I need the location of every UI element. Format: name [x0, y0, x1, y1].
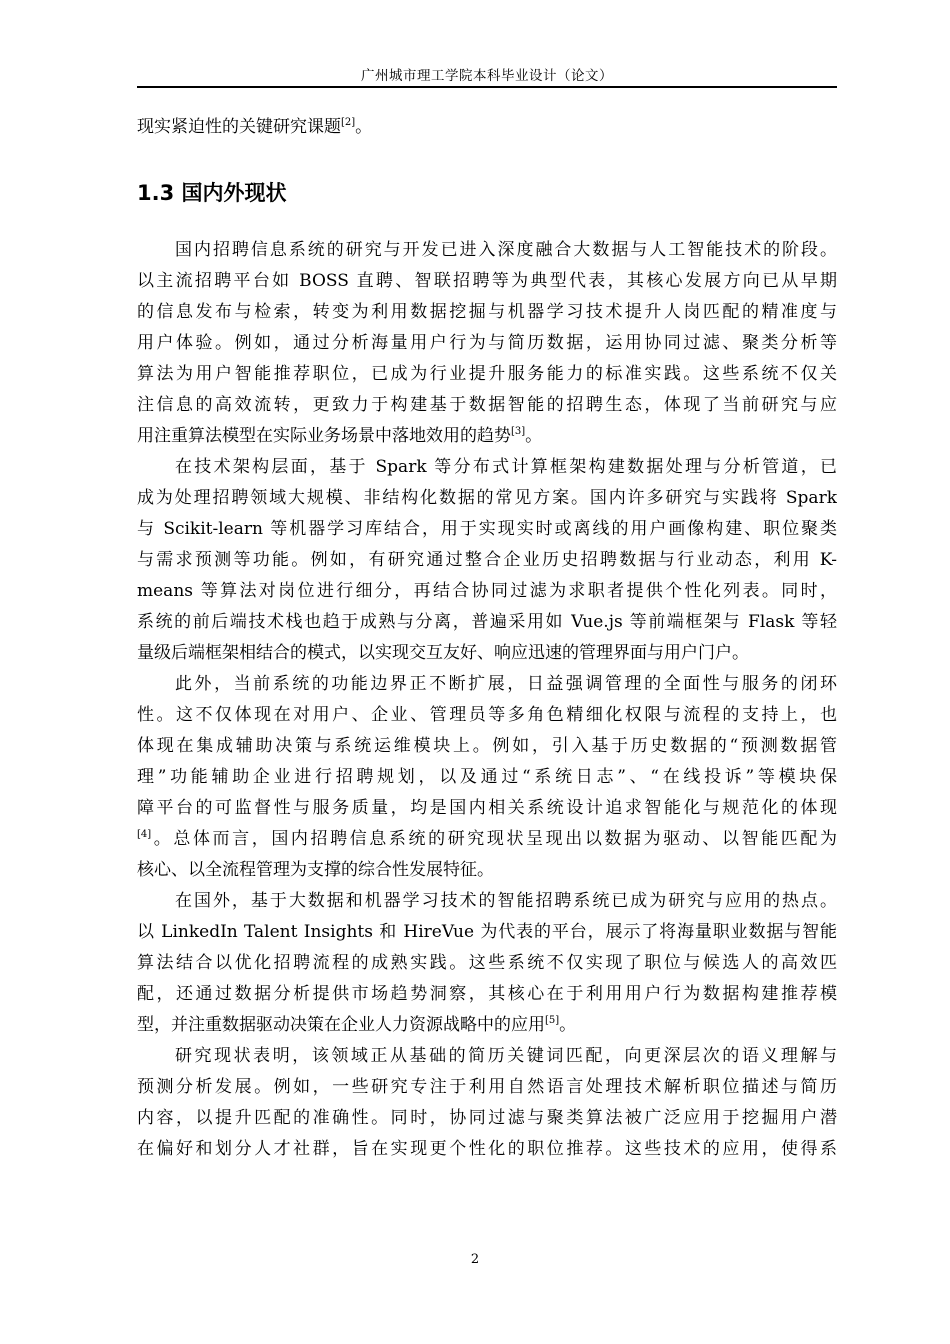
text-line — [137, 514, 837, 545]
text-line — [137, 886, 837, 917]
text-line — [137, 390, 837, 421]
line-text: 在偏好和划分人才社群，旨在实现更个性化的职位推荐。这些技术的应用，使得系 — [137, 1139, 837, 1159]
heading-gap — [137, 219, 837, 235]
text-line — [137, 576, 837, 607]
page-header: 广州城市理工学院本科毕业设计（论文） — [361, 68, 613, 84]
line-text: 用注重算法模型在实际业务场景中落地效用的趋势 — [137, 426, 511, 446]
line-text: means 等算法对岗位进行细分，再结合协同过滤为求职者提供个性化列表。同时， — [137, 581, 837, 601]
citation-ref: [2] — [341, 117, 356, 128]
line-text: 国内招聘信息系统的研究与开发已进入深度融合大数据与人工智能技术的阶段。 — [175, 240, 837, 260]
line-tail-text: 。 — [525, 426, 543, 446]
text-line — [137, 1041, 837, 1072]
line-text: 系统的前后端技术栈也趋于成熟与分离，普遍采用如 Vue.js 等前端框架与 Flask 等轻 — [137, 612, 837, 632]
line-text: 与需求预测等功能。例如，有研究通过整合企业历史招聘数据与行业动态，利用 K- — [137, 550, 837, 570]
text-line — [137, 855, 837, 886]
text-line — [137, 297, 837, 328]
body-content — [137, 112, 837, 1165]
line-text: 此外，当前系统的功能边界正不断扩展，日益强调管理的全面性与服务的闭环 — [175, 674, 837, 694]
text-line — [137, 1010, 837, 1041]
text-line — [137, 607, 837, 638]
text-line — [137, 235, 837, 266]
text-line — [137, 1103, 837, 1134]
line-text: 型，并注重数据驱动决策在企业人力资源战略中的应用 — [137, 1015, 545, 1035]
text-line — [137, 545, 837, 576]
line-text: 障平台的可监督性与服务质量，均是国内相关系统设计追求智能化与规范化的体现 — [137, 798, 837, 818]
text-line — [137, 1134, 837, 1165]
line-text: 内容，以提升匹配的准确性。同时，协同过滤与聚类算法被广泛应用于挖掘用户潜 — [137, 1108, 837, 1128]
line-text: 性。这不仅体现在对用户、企业、管理员等多角色精细化权限与流程的支持上，也 — [137, 705, 837, 725]
text-line — [137, 824, 837, 855]
text-line — [137, 700, 837, 731]
text-line — [137, 731, 837, 762]
text-line — [137, 638, 837, 669]
line-text: 理”功能辅助企业进行招聘规划，以及通过“系统日志”、“在线投诉”等模块保 — [137, 767, 837, 787]
section-body — [137, 235, 837, 1165]
line-text: 算法结合以优化招聘流程的成熟实践。这些系统不仅实现了职位与候选人的高效匹 — [137, 953, 837, 973]
line-text: 预测分析发展。例如，一些研究专注于利用自然语言处理技术解析职位描述与简历 — [137, 1077, 837, 1097]
line-text: 在技术架构层面，基于 Spark 等分布式计算框架构建数据处理与分析管道，已 — [175, 457, 837, 477]
text-line — [137, 452, 837, 483]
section-heading: 1.3 国内外现状 — [137, 181, 287, 205]
text-line — [137, 979, 837, 1010]
header-rule — [137, 86, 837, 88]
line-text: 以主流招聘平台如 BOSS 直聘、智联招聘等为典型代表，其核心发展方向已从早期 — [137, 271, 837, 291]
text-line — [137, 112, 837, 143]
citation-ref: [4] — [137, 829, 152, 840]
line-tail-text: 。 — [355, 117, 373, 137]
text-line — [137, 483, 837, 514]
page-number: 2 — [470, 1252, 480, 1267]
line-tail-text: 。 — [559, 1015, 577, 1035]
line-text: 现实紧迫性的关键研究课题 — [137, 117, 341, 137]
line-text: 成为处理招聘领域大规模、非结构化数据的常见方案。国内许多研究与实践将 Spark — [137, 488, 837, 508]
text-line — [137, 1072, 837, 1103]
text-line — [137, 948, 837, 979]
text-line — [137, 793, 837, 824]
line-text: 的信息发布与检索，转变为利用数据挖掘与机器学习技术提升人岗匹配的精准度与 — [137, 302, 837, 322]
line-text: 在国外，基于大数据和机器学习技术的智能招聘系统已成为研究与应用的热点。 — [175, 891, 837, 911]
line-text: 研究现状表明，该领域正从基础的简历关键词匹配，向更深层次的语义理解与 — [175, 1046, 837, 1066]
line-text: 配，还通过数据分析提供市场趋势洞察，其核心在于利用用户行为数据构建推荐模 — [137, 984, 837, 1004]
text-line — [137, 669, 837, 700]
citation-ref: [3] — [511, 426, 526, 437]
line-text: 与 Scikit-learn 等机器学习库结合，用于实现实时或离线的用户画像构建、职位聚类 — [137, 519, 837, 539]
line-text: 用户体验。例如，通过分析海量用户行为与简历数据，运用协同过滤、聚类分析等 — [137, 333, 837, 353]
citation-ref: [5] — [545, 1015, 560, 1026]
text-line — [137, 917, 837, 948]
line-text: 注信息的高效流转，更致力于构建基于数据智能的招聘生态，体现了当前研究与应 — [137, 395, 837, 415]
text-line — [137, 266, 837, 297]
line-text: 量级后端框架相结合的模式，以实现交互友好、响应迅速的管理界面与用户门户。 — [137, 643, 749, 663]
continuation-paragraph — [137, 112, 837, 143]
line-text: 算法为用户智能推荐职位，已成为行业提升服务能力的标准实践。这些系统不仅关 — [137, 364, 837, 384]
text-line — [137, 359, 837, 390]
text-line — [137, 328, 837, 359]
line-text: 以 LinkedIn Talent Insights 和 HireVue 为代表的平台，展示了将海量职业数据与智能 — [137, 922, 837, 942]
line-text: 核心、以全流程管理为支撑的综合性发展特征。 — [137, 860, 494, 880]
line-tail-text: 。总体而言，国内招聘信息系统的研究现状呈现出以数据为驱动、以智能匹配为 — [151, 829, 837, 849]
text-line — [137, 421, 837, 452]
text-line — [137, 762, 837, 793]
line-text: 体现在集成辅助决策与系统运维模块上。例如，引入基于历史数据的“预测数据管 — [137, 736, 837, 756]
